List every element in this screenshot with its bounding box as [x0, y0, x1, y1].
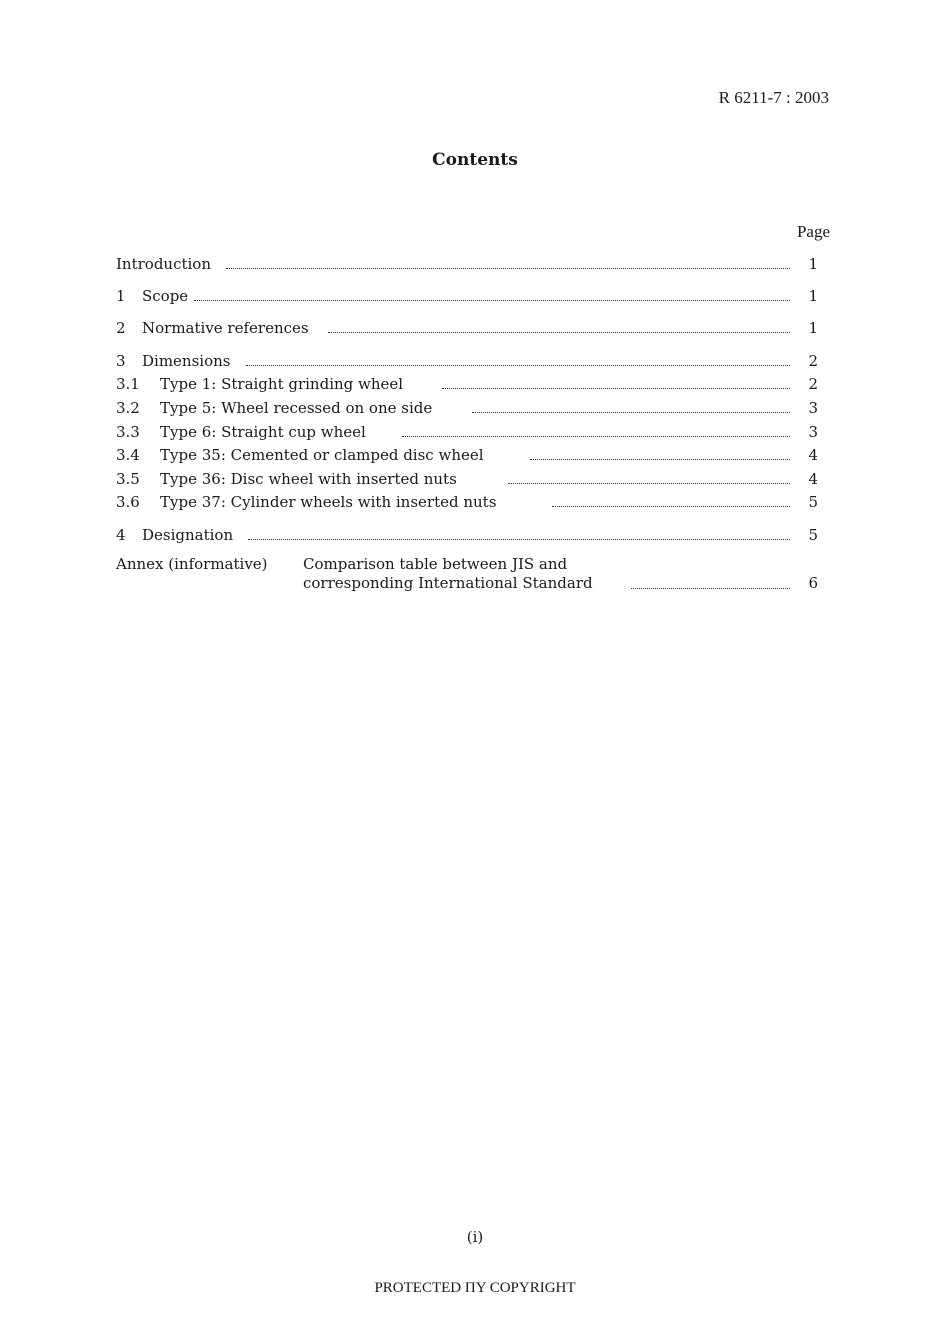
toc-entry-page: 2 — [808, 375, 818, 393]
document-code: R 6211-7 : 2003 — [718, 88, 829, 107]
annex-title-line-1: Comparison table between JIS and — [303, 555, 568, 573]
toc-entry-page: 2 — [808, 352, 818, 370]
toc-entry-number: 3.5 — [116, 470, 140, 488]
leader-dots — [328, 318, 790, 333]
toc-entry-label: Type 5: Wheel recessed on one side — [160, 399, 433, 417]
toc-entry-dimensions[interactable] — [116, 351, 826, 371]
toc-entry-3-6[interactable] — [116, 492, 826, 512]
toc-entry-number: 4 — [116, 526, 126, 544]
toc-entry-page: 3 — [808, 399, 818, 417]
toc-entry-page: 3 — [808, 423, 818, 441]
annex-label: Annex (informative) — [116, 555, 268, 573]
toc-entry-label: Scope — [142, 287, 189, 305]
leader-dots — [442, 374, 790, 389]
toc-entry-label: Introduction — [116, 255, 211, 273]
toc-entry-number: 3 — [116, 352, 126, 370]
toc-entry-3-1[interactable] — [116, 374, 826, 394]
toc-entry-label: Type 1: Straight grinding wheel — [160, 375, 404, 393]
toc-entry-label: Type 35: Cemented or clamped disc wheel — [160, 446, 484, 464]
toc-entry-label: Type 6: Straight cup wheel — [160, 423, 366, 441]
leader-dots — [248, 525, 790, 540]
page-title: Contents — [432, 150, 518, 170]
toc-entry-label: Type 36: Disc wheel with inserted nuts — [160, 470, 457, 488]
toc-entry-scope[interactable] — [116, 286, 826, 306]
toc-entry-designation[interactable] — [116, 525, 826, 545]
page-column-heading: Page — [796, 222, 830, 241]
toc-entry-introduction[interactable] — [116, 254, 826, 274]
toc-entry-number: 3.2 — [116, 399, 140, 417]
leader-dots — [194, 286, 790, 301]
toc-entry-page: 1 — [808, 319, 818, 337]
toc-entry-page: 5 — [808, 493, 818, 511]
toc-entry-label: Dimensions — [142, 352, 231, 370]
leader-dots — [472, 398, 790, 413]
leader-dots — [631, 574, 790, 589]
annex-title-line-2: corresponding International Standard — [303, 574, 593, 592]
toc-entry-label: Designation — [142, 526, 234, 544]
toc-entry-3-3[interactable] — [116, 422, 826, 442]
toc-entry-normative-references[interactable] — [116, 318, 826, 338]
toc-entry-label: Normative references — [142, 319, 309, 337]
toc-entry-page: 1 — [808, 255, 818, 273]
toc-entry-number: 3.4 — [116, 446, 140, 464]
toc-entry-number: 1 — [116, 287, 126, 305]
toc-entry-number: 3.3 — [116, 423, 140, 441]
toc-entry-3-4[interactable] — [116, 445, 826, 465]
toc-entry-number: 3.6 — [116, 493, 140, 511]
toc-entry-page: 6 — [808, 574, 818, 592]
leader-dots — [402, 422, 790, 437]
toc-entry-label: Type 37: Cylinder wheels with inserted nuts — [160, 493, 497, 511]
toc-entry-3-2[interactable] — [116, 398, 826, 418]
toc-entry-3-5[interactable] — [116, 469, 826, 489]
footer-page-number: (i) — [466, 1228, 484, 1246]
toc-entry-page: 1 — [808, 287, 818, 305]
leader-dots — [246, 351, 790, 366]
leader-dots — [508, 469, 790, 484]
leader-dots — [530, 445, 790, 460]
toc-entry-number: 3.1 — [116, 375, 140, 393]
leader-dots — [552, 492, 790, 507]
copyright-notice: PROTECTED ΠY COPYRIGHT — [374, 1280, 576, 1296]
toc-entry-page: 5 — [808, 526, 818, 544]
toc-entry-page: 4 — [808, 446, 818, 464]
leader-dots — [226, 254, 790, 269]
toc-entry-number: 2 — [116, 319, 126, 337]
toc-entry-page: 4 — [808, 470, 818, 488]
